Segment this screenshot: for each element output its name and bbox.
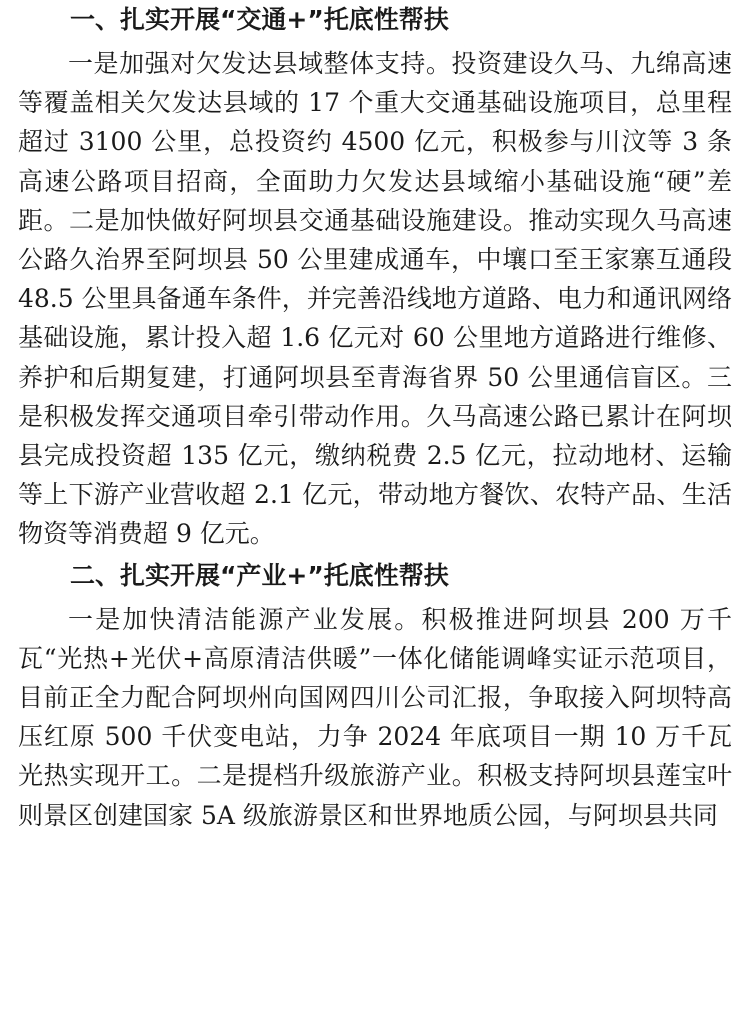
lead-phrase: 二是提档升级旅游产业。 (196, 761, 478, 791)
section-paragraph-industry (18, 600, 732, 835)
paragraph-text: 久马高速公路已累计在阿坝县完成投资超 135 亿元，缴纳税费 2.5 亿元，拉动地材、运输等上下游产业营收超 2.1 亿元，带动地方餐饮、农特产品、生活物资等消费超 9 亿元。 (18, 401, 732, 549)
paragraph-text: 推动实现久马高速公路久治界至阿坝县 50 公里建成通车，中壤口至王家寨互通段 48.5 公里具备通车条件，并完善沿线地方道路、电力和通讯网络基础设施，累计投入超 1.6 亿元对 60 公里地方道路进行维修、养护和后期复建，打通阿坝县至青海省界 50 公里通信盲区。 (18, 205, 732, 392)
paragraph-text: 积极支持阿坝县莲宝叶则景区创建国家 5A 级旅游景区和世界地质公园，与阿坝县共同 (18, 761, 732, 830)
lead-phrase: 一是加强对欠发达县域整体支持。 (68, 49, 452, 78)
lead-phrase: 一是加快清洁能源产业发展。 (68, 604, 422, 634)
lead-phrase: 三是积极发挥交通项目牵引带动作用。 (18, 362, 732, 431)
section-paragraph-transport (18, 44, 732, 554)
section-heading-transport: 一、扎实开展“交通+”托底性帮扶 (70, 5, 449, 34)
section-heading-industry: 二、扎实开展“产业+”托底性帮扶 (70, 560, 449, 590)
lead-phrase: 二是加快做好阿坝县交通基础设施建设。 (69, 205, 529, 235)
paragraph-text: 积极推进阿坝县 200 万千瓦“光热+光伏+高原清洁供暖”一体化储能调峰实证示范项目，目前正全力配合阿坝州向国网四川公司汇报，争取接入阿坝特高压红原 500 千伏变电站，力争 2024 年底项目一期 10 万千瓦光热实现开工。 (18, 604, 732, 791)
paragraph-text: 投资建设久马、九绵高速等覆盖相关欠发达县域的 17 个重大交通基础设施项目，总里程超过 3100 公里，总投资约 4500 亿元，积极参与川汶等 3 条高速公路项目招商，全面助力欠发达县域缩小基础设施“硬”差距。 (18, 49, 732, 235)
